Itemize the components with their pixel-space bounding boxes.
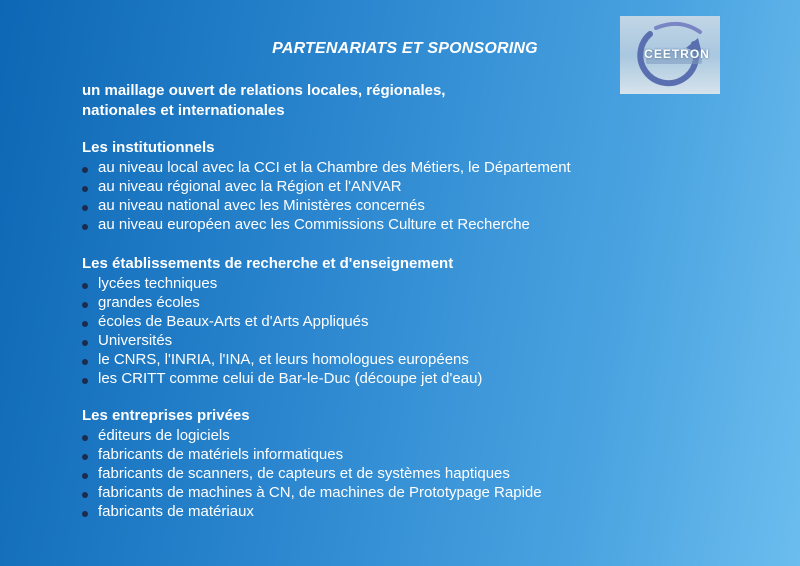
bullet-icon [82,378,88,384]
bullet-icon [82,492,88,498]
list-item: fabricants de matériaux [82,502,702,521]
list-item: éditeurs de logiciels [82,426,702,445]
list-item: écoles de Beaux-Arts et d'Arts Appliqués [82,312,702,331]
list-item: au niveau national avec les Ministères concernés [82,196,702,215]
bullet-icon [82,205,88,211]
slide-title: PARTENARIATS ET SPONSORING [272,40,538,57]
list-item: les CRITT comme celui de Bar-le-Duc (découpe jet d'eau) [82,369,702,388]
bullet-list [82,274,702,388]
bullet-icon [82,186,88,192]
bullet-icon [82,302,88,308]
bullet-icon [82,359,88,365]
list-item: fabricants de machines à CN, de machines de Prototypage Rapide [82,483,702,502]
list-item: Universités [82,331,702,350]
bullet-icon [82,321,88,327]
list-item: au niveau régional avec la Région et l'ANVAR [82,177,702,196]
bullet-icon [82,473,88,479]
bullet-icon [82,283,88,289]
list-item: grandes écoles [82,293,702,312]
list-item: au niveau local avec la CCI et la Chambre des Métiers, le Département [82,158,702,177]
section-heading: Les établissements de recherche et d'enseignement [82,255,454,272]
section-heading: Les institutionnels [82,139,215,156]
list-item: au niveau européen avec les Commissions Culture et Recherche [82,215,702,234]
list-item: lycées techniques [82,274,702,293]
section-etablissements [82,254,702,388]
bullet-icon [82,454,88,460]
bullet-icon [82,167,88,173]
intro-text: un maillage ouvert de relations locales, régionales, nationales et internationales [82,82,446,119]
bullet-list [82,426,702,521]
logo [620,16,720,94]
section-heading: Les entreprises privées [82,407,250,424]
logo-text: CEETRON [644,47,710,61]
bullet-list [82,158,702,234]
bullet-icon [82,224,88,230]
bullet-icon [82,435,88,441]
bullet-icon [82,340,88,346]
list-item: fabricants de scanners, de capteurs et de systèmes haptiques [82,464,702,483]
list-item: le CNRS, l'INRIA, l'INA, et leurs homologues européens [82,350,702,369]
section-institutionnels [82,138,702,234]
bullet-icon [82,511,88,517]
section-entreprises [82,406,702,521]
list-item: fabricants de matériels informatiques [82,445,702,464]
